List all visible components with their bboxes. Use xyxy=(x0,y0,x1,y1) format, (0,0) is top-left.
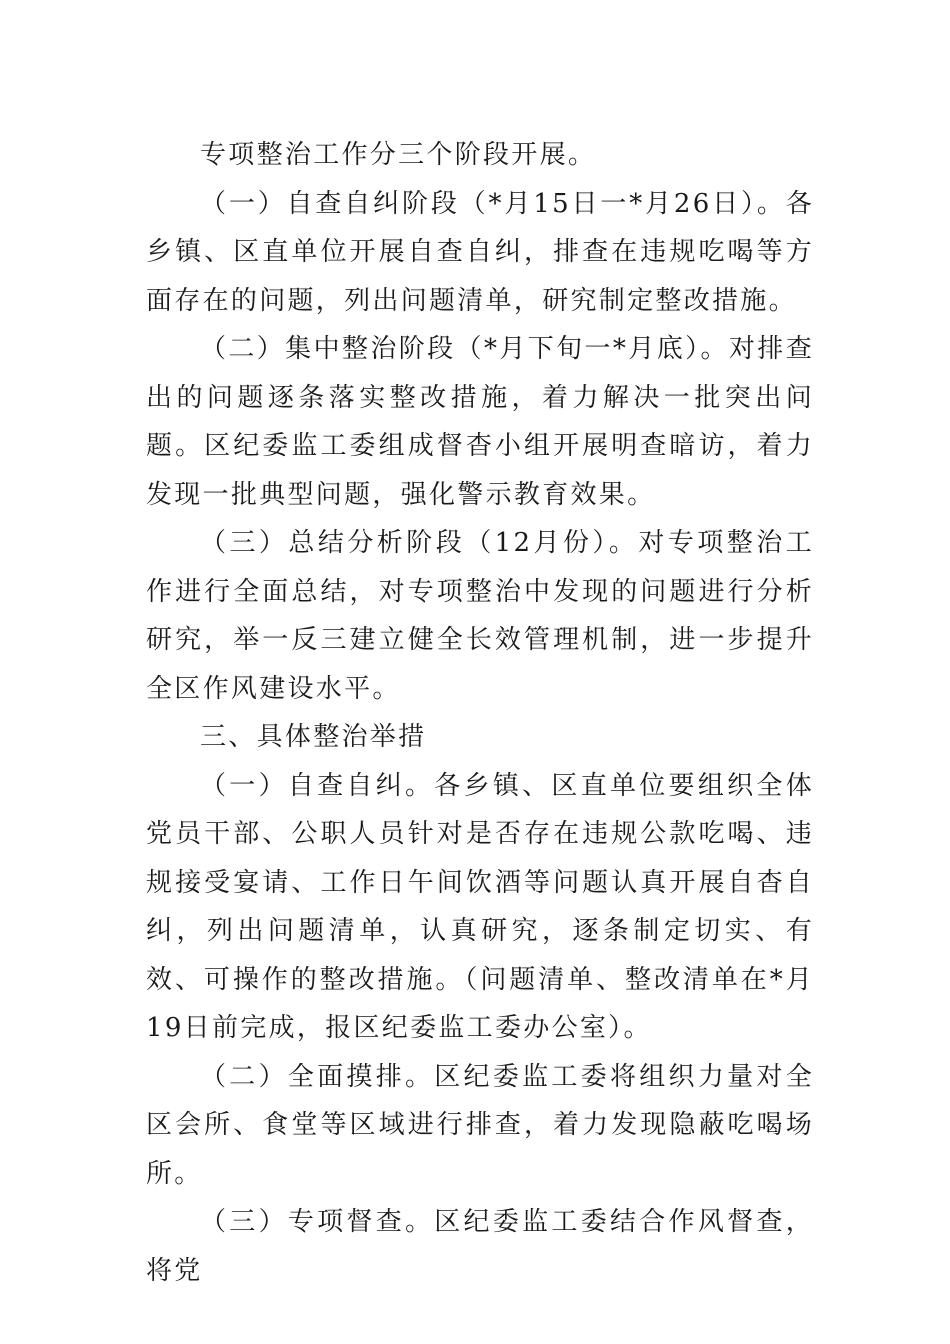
paragraph-measure-2: （二）全面摸排。区纪委监工委将组织力量对全区会所、食堂等区域进行排查，着力发现隐蔽吃喝场所。 xyxy=(146,1061,814,1189)
paragraph-measure-1: （一）自查自纠。各乡镇、区直单位要组织全体党员干部、公职人员针对是否存在违规公款吃喝、违规接受宴请、工作日午间饮酒等问题认真开展自杳自纠，列出问题清单，认真研究，逐条制定切实、有效、可操作的整改措施。（问题清单、整改清单在*月19日前完成，报区纪委监工委办公室）。 xyxy=(146,770,814,1043)
section-heading: 三、具体整治举措 xyxy=(200,722,427,752)
paragraph-stage-1: （一）自查自纠阶段（*月15日一*月26日）。各乡镇、区直单位开展自查自纠，排查在违规吃喝等方面存在的问题，列出问题清单，研究制定整改措施。 xyxy=(146,188,814,316)
document-body xyxy=(146,131,814,1295)
paragraph-stage-3: （三）总结分析阶段（12月份）。对专项整治工作进行全面总结，对专项整治中发现的问题进行分析研究，举一反三建立健全长效管理机制，进一步提升全区作风建设水平。 xyxy=(146,528,814,704)
paragraph-stage-2: （二）集中整治阶段（*月下旬一*月底）。对排查出的问题逐条落实整改措施，着力解决一批突出问题。区纪委监工委组成督杳小组开展明查暗访，着力发现一批典型问题，强化警示教育效果。 xyxy=(146,334,814,510)
paragraph-measure-3: （三）专项督查。区纪委监工委结合作风督查，将党 xyxy=(146,1207,814,1286)
paragraph-intro: 专项整治工作分三个阶段开展。 xyxy=(200,140,597,170)
